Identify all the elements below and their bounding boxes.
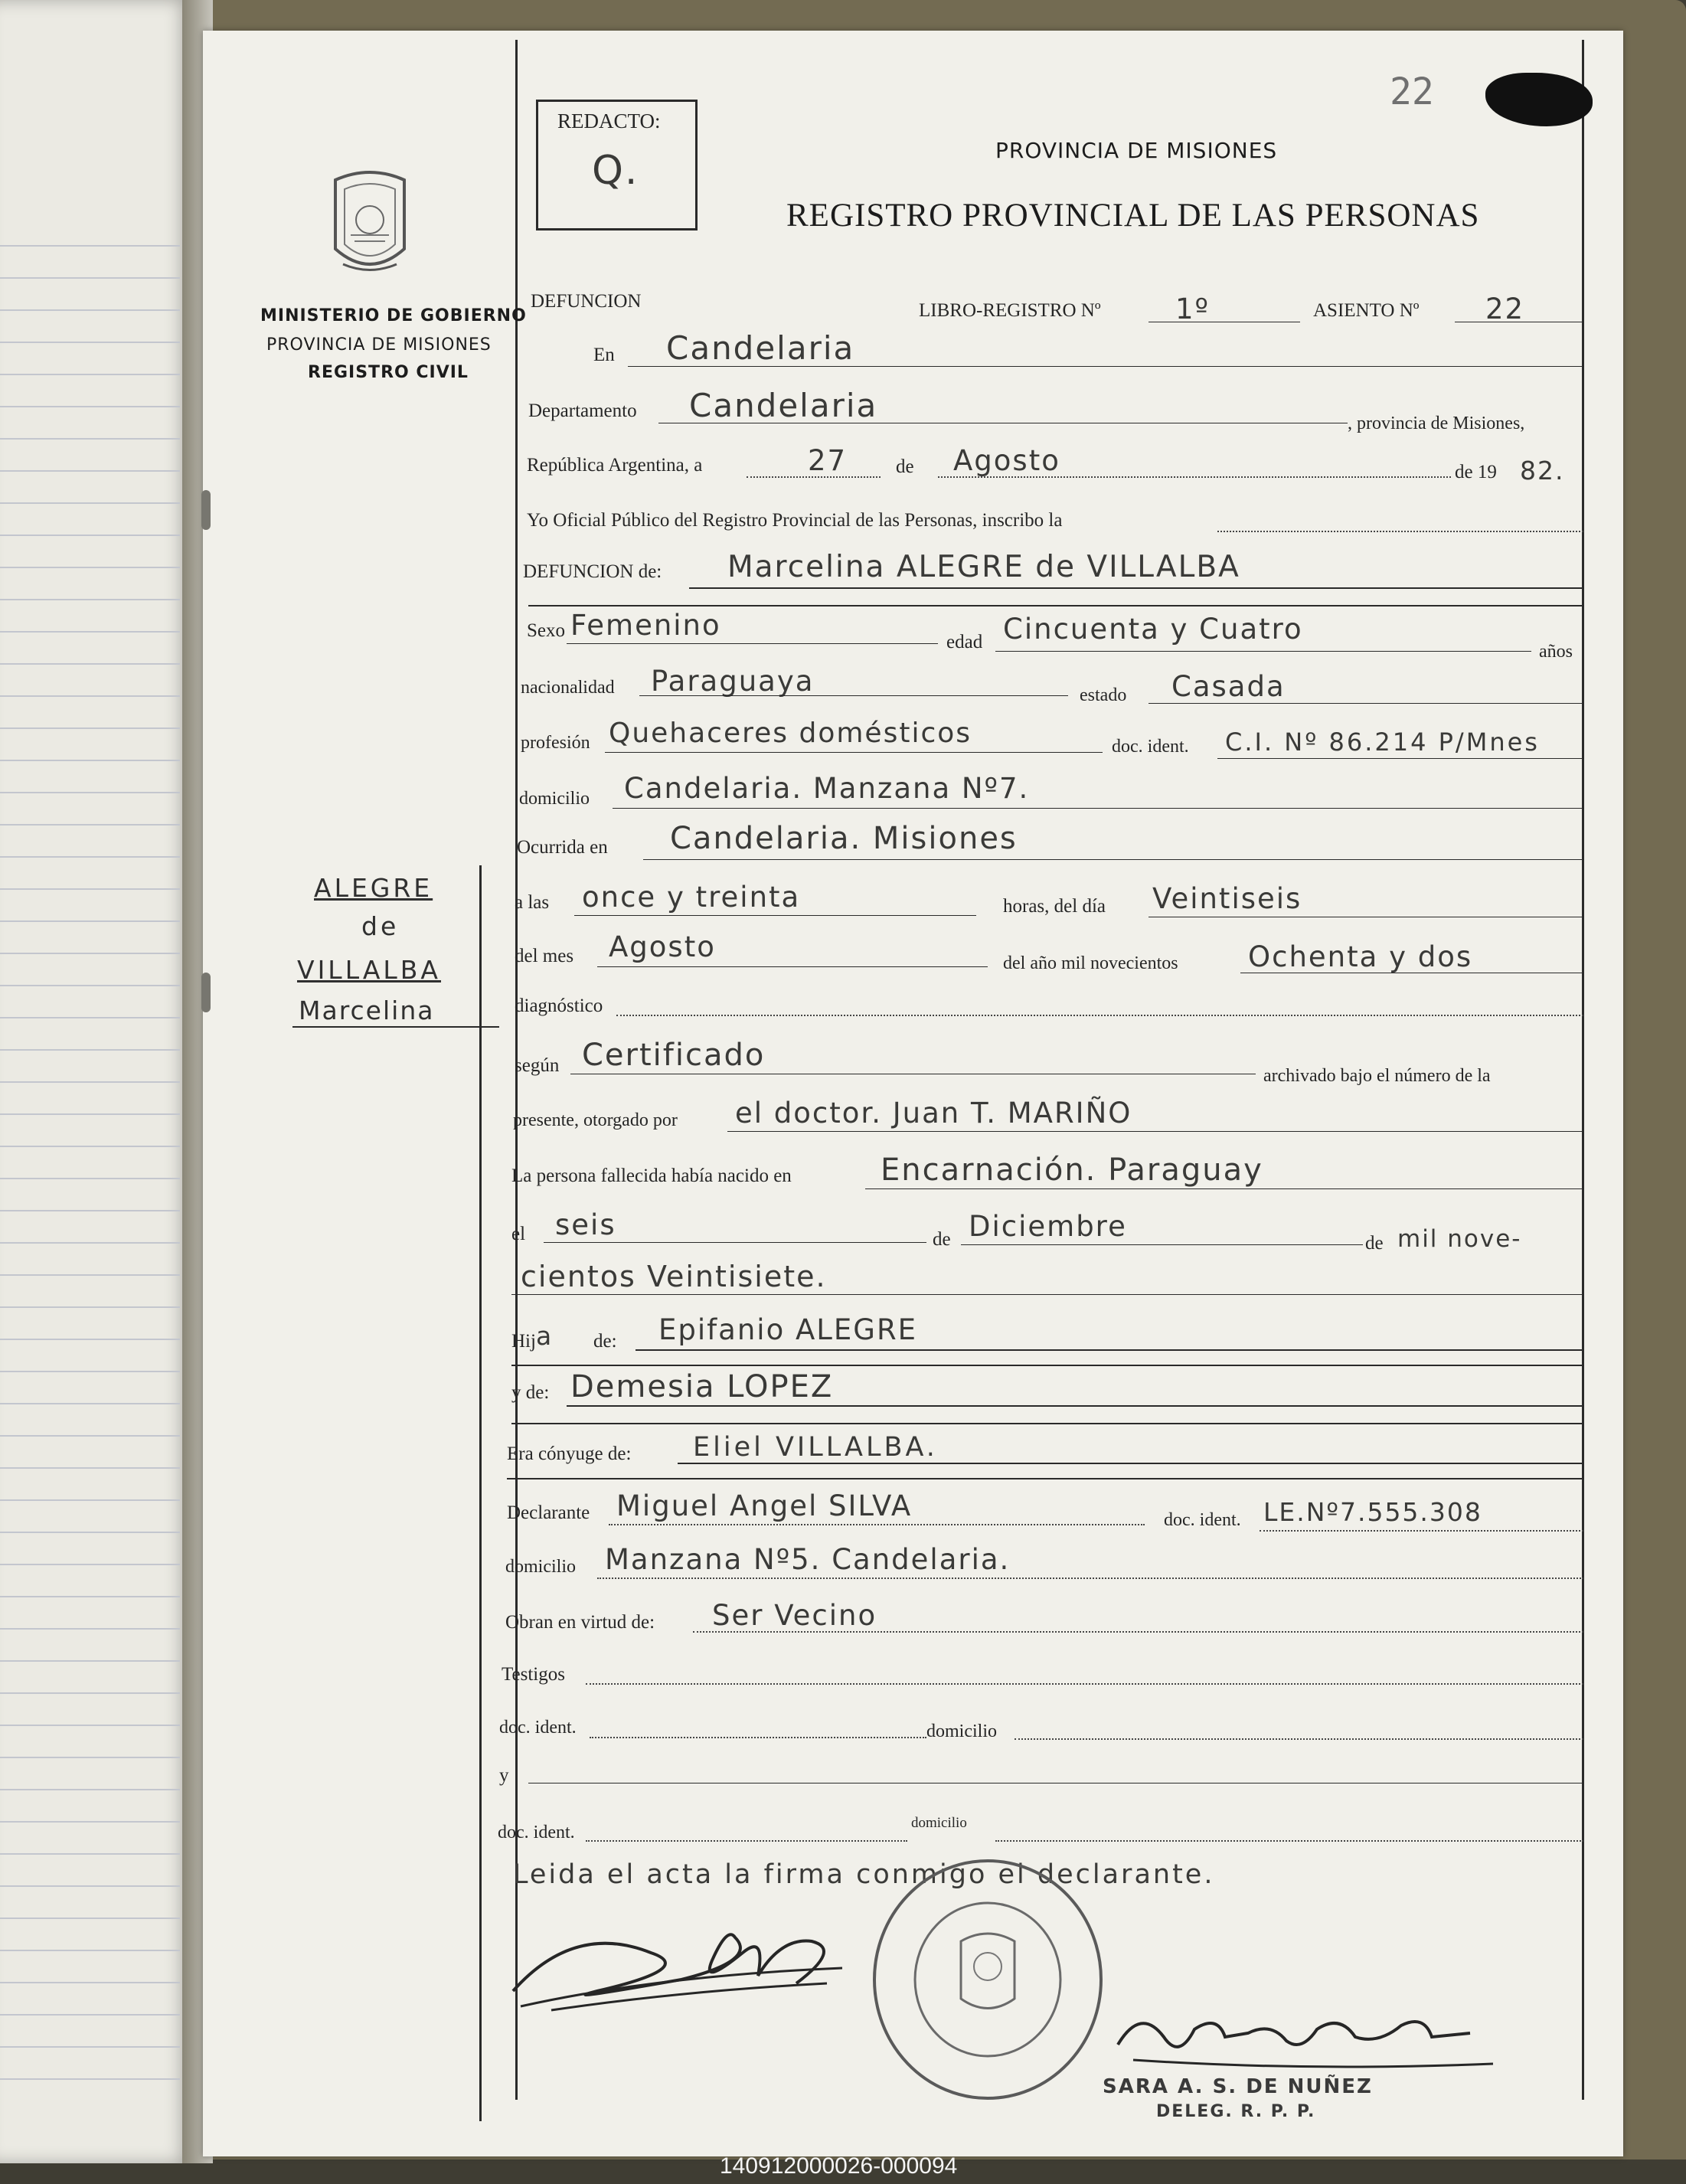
presente-label: presente, otorgado por [513,1110,678,1130]
profesion-value: Quehaceres domésticos [609,718,972,749]
decl-doc-label: doc. ident. [1164,1510,1241,1530]
official-signature [1110,1991,1508,2083]
official-name: SARA A. S. DE NUÑEZ [1103,2075,1373,2098]
margin-de: de [361,911,400,941]
margin-divider [479,865,482,2121]
father-name: Epifanio ALEGRE [658,1313,918,1346]
obran-value: Ser Vecino [712,1599,877,1632]
mes-value: Agosto [609,930,716,963]
death-month: Agosto [953,444,1060,477]
defuncion-de-label: DEFUNCION de: [523,561,662,582]
ocurrida-value: Candelaria. Misiones [670,821,1018,856]
coat-of-arms-seal [320,165,420,287]
binding-hole [201,973,211,1012]
province-heading: PROVINCIA DE MISIONES [995,138,1278,163]
birth-year-part1: mil nove- [1397,1225,1522,1253]
page-number: 22 [1390,70,1434,113]
redacto-box [536,100,698,230]
libro-label: LIBRO-REGISTRO Nº [919,300,1101,321]
official-stamp [865,1853,1110,2106]
hija-label: Hij [511,1331,536,1352]
domicilio2-label: domicilio [926,1721,997,1741]
docident2-label: doc. ident. [499,1718,577,1738]
edad-value: Cincuenta y Cuatro [1003,613,1303,646]
y-label: y [499,1765,509,1786]
decl-dom-value: Manzana Nº5. Candelaria. [605,1543,1011,1576]
deceased-name: Marcelina ALEGRE de VILLALBA [727,550,1240,584]
spouse-name: Eliel VILLALBA. [693,1432,938,1463]
domicilio-value: Candelaria. Manzana Nº7. [624,772,1030,805]
birth-year-part2: cientos Veintisiete. [521,1260,827,1293]
de3-label: de [1365,1233,1384,1254]
de-label: de [896,456,914,477]
nacionalidad-value: Paraguaya [651,665,815,698]
estado-value: Casada [1171,670,1286,703]
republica-label: República Argentina, a [527,455,703,476]
year-suffix: 82. [1520,456,1565,486]
decl-dom-label: domicilio [505,1557,576,1577]
en-value: Candelaria [666,329,855,367]
domicilio3-label: domicilio [911,1815,967,1831]
declarant-name: Miguel Angel SILVA [616,1489,913,1522]
birth-month: Diciembre [969,1210,1127,1243]
closing-statement: Leida el acta la firma conmigo el declarante. [513,1859,1215,1890]
delmes-label: del mes [515,946,574,966]
el-label: el [511,1224,526,1244]
mother-name: Demesia LOPEZ [570,1369,834,1404]
testigos-label: Testigos [502,1664,565,1685]
ministry-line2: PROVINCIA DE MISIONES [266,335,492,355]
hija-suffix: a [536,1321,554,1351]
registry-title: REGISTRO PROVINCIAL DE LAS PERSONAS [786,198,1480,234]
anos-label: años [1539,642,1573,662]
birthplace-value: Encarnación. Paraguay [881,1152,1263,1188]
en-label: En [593,345,615,365]
sexo-value: Femenino [570,609,721,642]
nacido-label: La persona fallecida había nacido en [511,1166,792,1186]
edad-label: edad [946,632,983,652]
doc-ident-value: C.I. Nº 86.214 P/Mnes [1225,727,1540,757]
horas-label: horas, del día [1003,896,1106,917]
docident3-label: doc. ident. [498,1823,575,1842]
yde-label: y de: [511,1382,550,1403]
conyuge-label: Era cónyuge de: [507,1443,632,1464]
decl-doc-value: LE.Nº7.555.308 [1263,1497,1482,1527]
defuncion-title: DEFUNCION [531,291,642,312]
yo-oficial-text: Yo Oficial Público del Registro Provincial de las Personas, inscribo la [527,510,1063,531]
birth-day: seis [555,1208,616,1241]
departamento-label: Departamento [528,401,637,421]
alas-value: once y treinta [582,881,801,914]
obran-label: Obran en virtud de: [505,1612,655,1633]
margin-given-name: Marcelina [299,996,435,1025]
ministry-line1: MINISTERIO DE GOBIERNO [260,306,527,325]
diagnostico-label: diagnóstico [515,996,603,1016]
declarant-signature [505,1907,865,2022]
anomil-label: del año mil novecientos [1003,953,1178,973]
dia-value: Veintiseis [1152,882,1302,915]
official-title: DELEG. R. P. P. [1156,2102,1316,2121]
death-day: 27 [808,444,848,477]
hija-de-label: de: [593,1331,617,1352]
profesion-label: profesión [521,733,590,753]
sexo-label: Sexo [527,620,565,641]
provincia-suffix: , provincia de Misiones, [1348,414,1525,433]
nacionalidad-label: nacionalidad [521,678,615,698]
archivado-label: archivado bajo el número de la [1263,1066,1491,1086]
segun-label: según [515,1055,560,1076]
segun-value: Certificado [582,1038,766,1073]
anomil-value: Ochenta y dos [1248,940,1473,973]
binding-hole [201,490,211,530]
ocurrida-label: Ocurrida en [517,837,608,858]
domicilio-label: domicilio [519,789,590,809]
redacto-value: Q. [592,148,639,194]
doctor-value: el doctor. Juan T. MARIÑO [735,1097,1132,1130]
scan-identifier: 140912000026-000094 [720,2153,958,2179]
doc-ident-label: doc. ident. [1112,737,1189,757]
asiento-value: 22 [1485,293,1525,325]
redacto-label: REDACTO: [557,110,661,132]
asiento-label: ASIENTO Nº [1313,300,1420,321]
margin-surname: ALEGRE [314,873,433,903]
ministry-line3: REGISTRO CIVIL [308,363,469,382]
de2-label: de [933,1229,951,1250]
margin-married-surname: VILLALBA [297,955,442,985]
alas-label: a las [515,892,550,913]
libro-value: 1º [1175,293,1210,325]
departamento-value: Candelaria [689,387,878,424]
left-page [0,0,195,2163]
estado-label: estado [1080,685,1127,705]
declarante-label: Declarante [507,1502,590,1523]
year-prefix: de 19 [1455,462,1497,482]
